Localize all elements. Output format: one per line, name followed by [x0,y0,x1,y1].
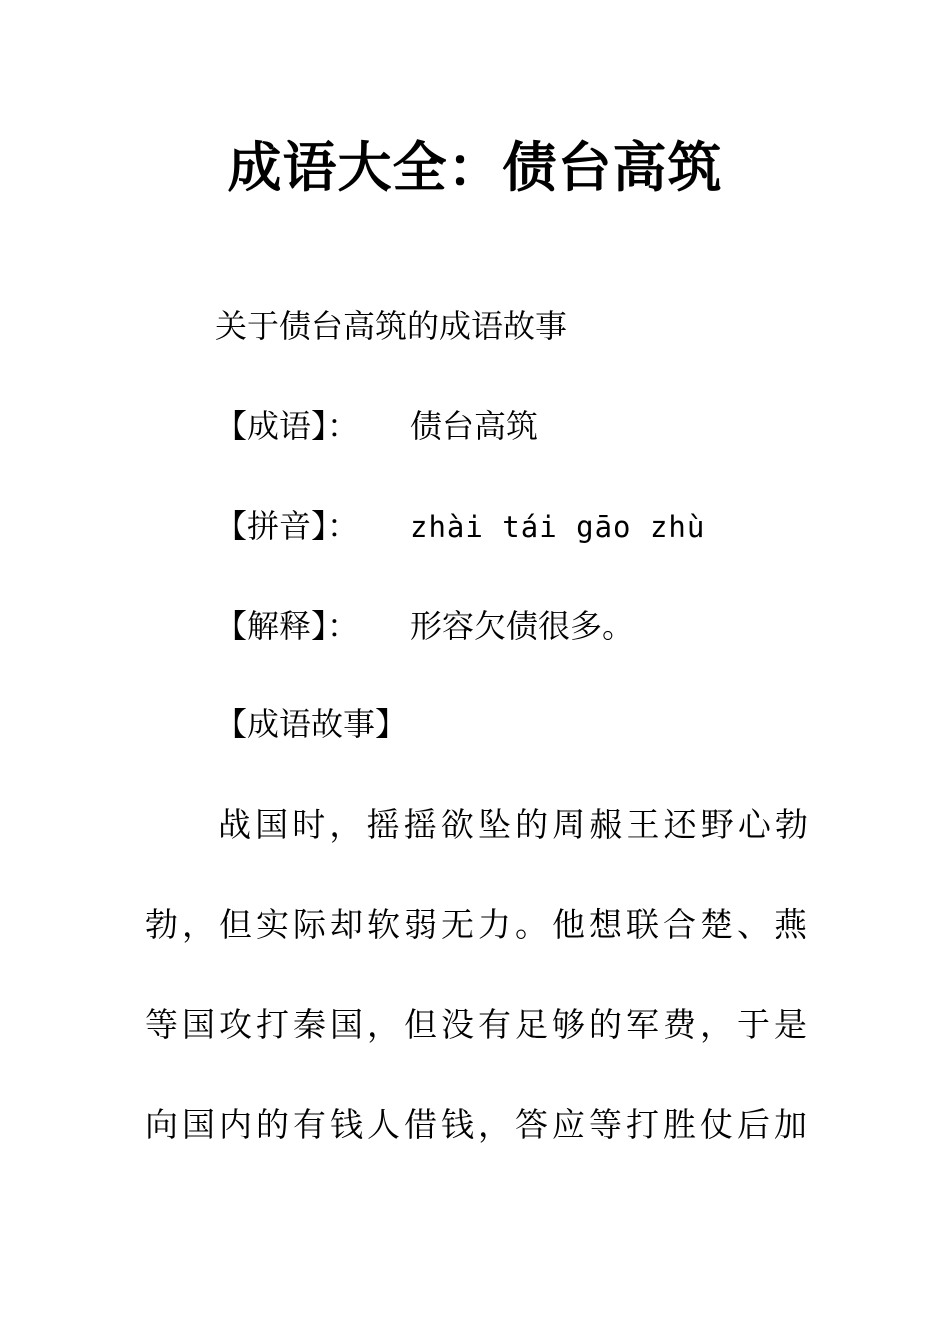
story-heading: 【成语故事】 [215,705,408,743]
entry-idiom-label: 【成语】： [215,407,360,445]
story-line-4: 向国内的有钱人借钱，答应等打胜仗后加 [145,1105,811,1144]
entry-idiom-value: 债台高筑 [410,407,539,445]
subtitle: 关于债台高筑的成语故事 [215,307,568,345]
document-title: 成语大全：债台高筑 [227,136,723,199]
story-line-1: 战国时，摇摇欲坠的周赧王还野心勃 [218,805,813,844]
entry-idiom [215,406,538,446]
entry-pinyin-label: 【拼音】： [215,507,360,545]
entry-explanation-value: 形容欠债很多。 [410,607,635,645]
entry-explanation [215,606,634,646]
entry-pinyin-value: zhài tái gāo zhù [410,510,706,544]
story-line-3: 等国攻打秦国，但没有足够的军费，于是 [145,1005,811,1044]
entry-explanation-label: 【解释】： [215,607,360,645]
story-line-2: 勃，但实际却软弱无力。他想联合楚、燕 [145,905,811,944]
entry-pinyin [215,506,705,547]
